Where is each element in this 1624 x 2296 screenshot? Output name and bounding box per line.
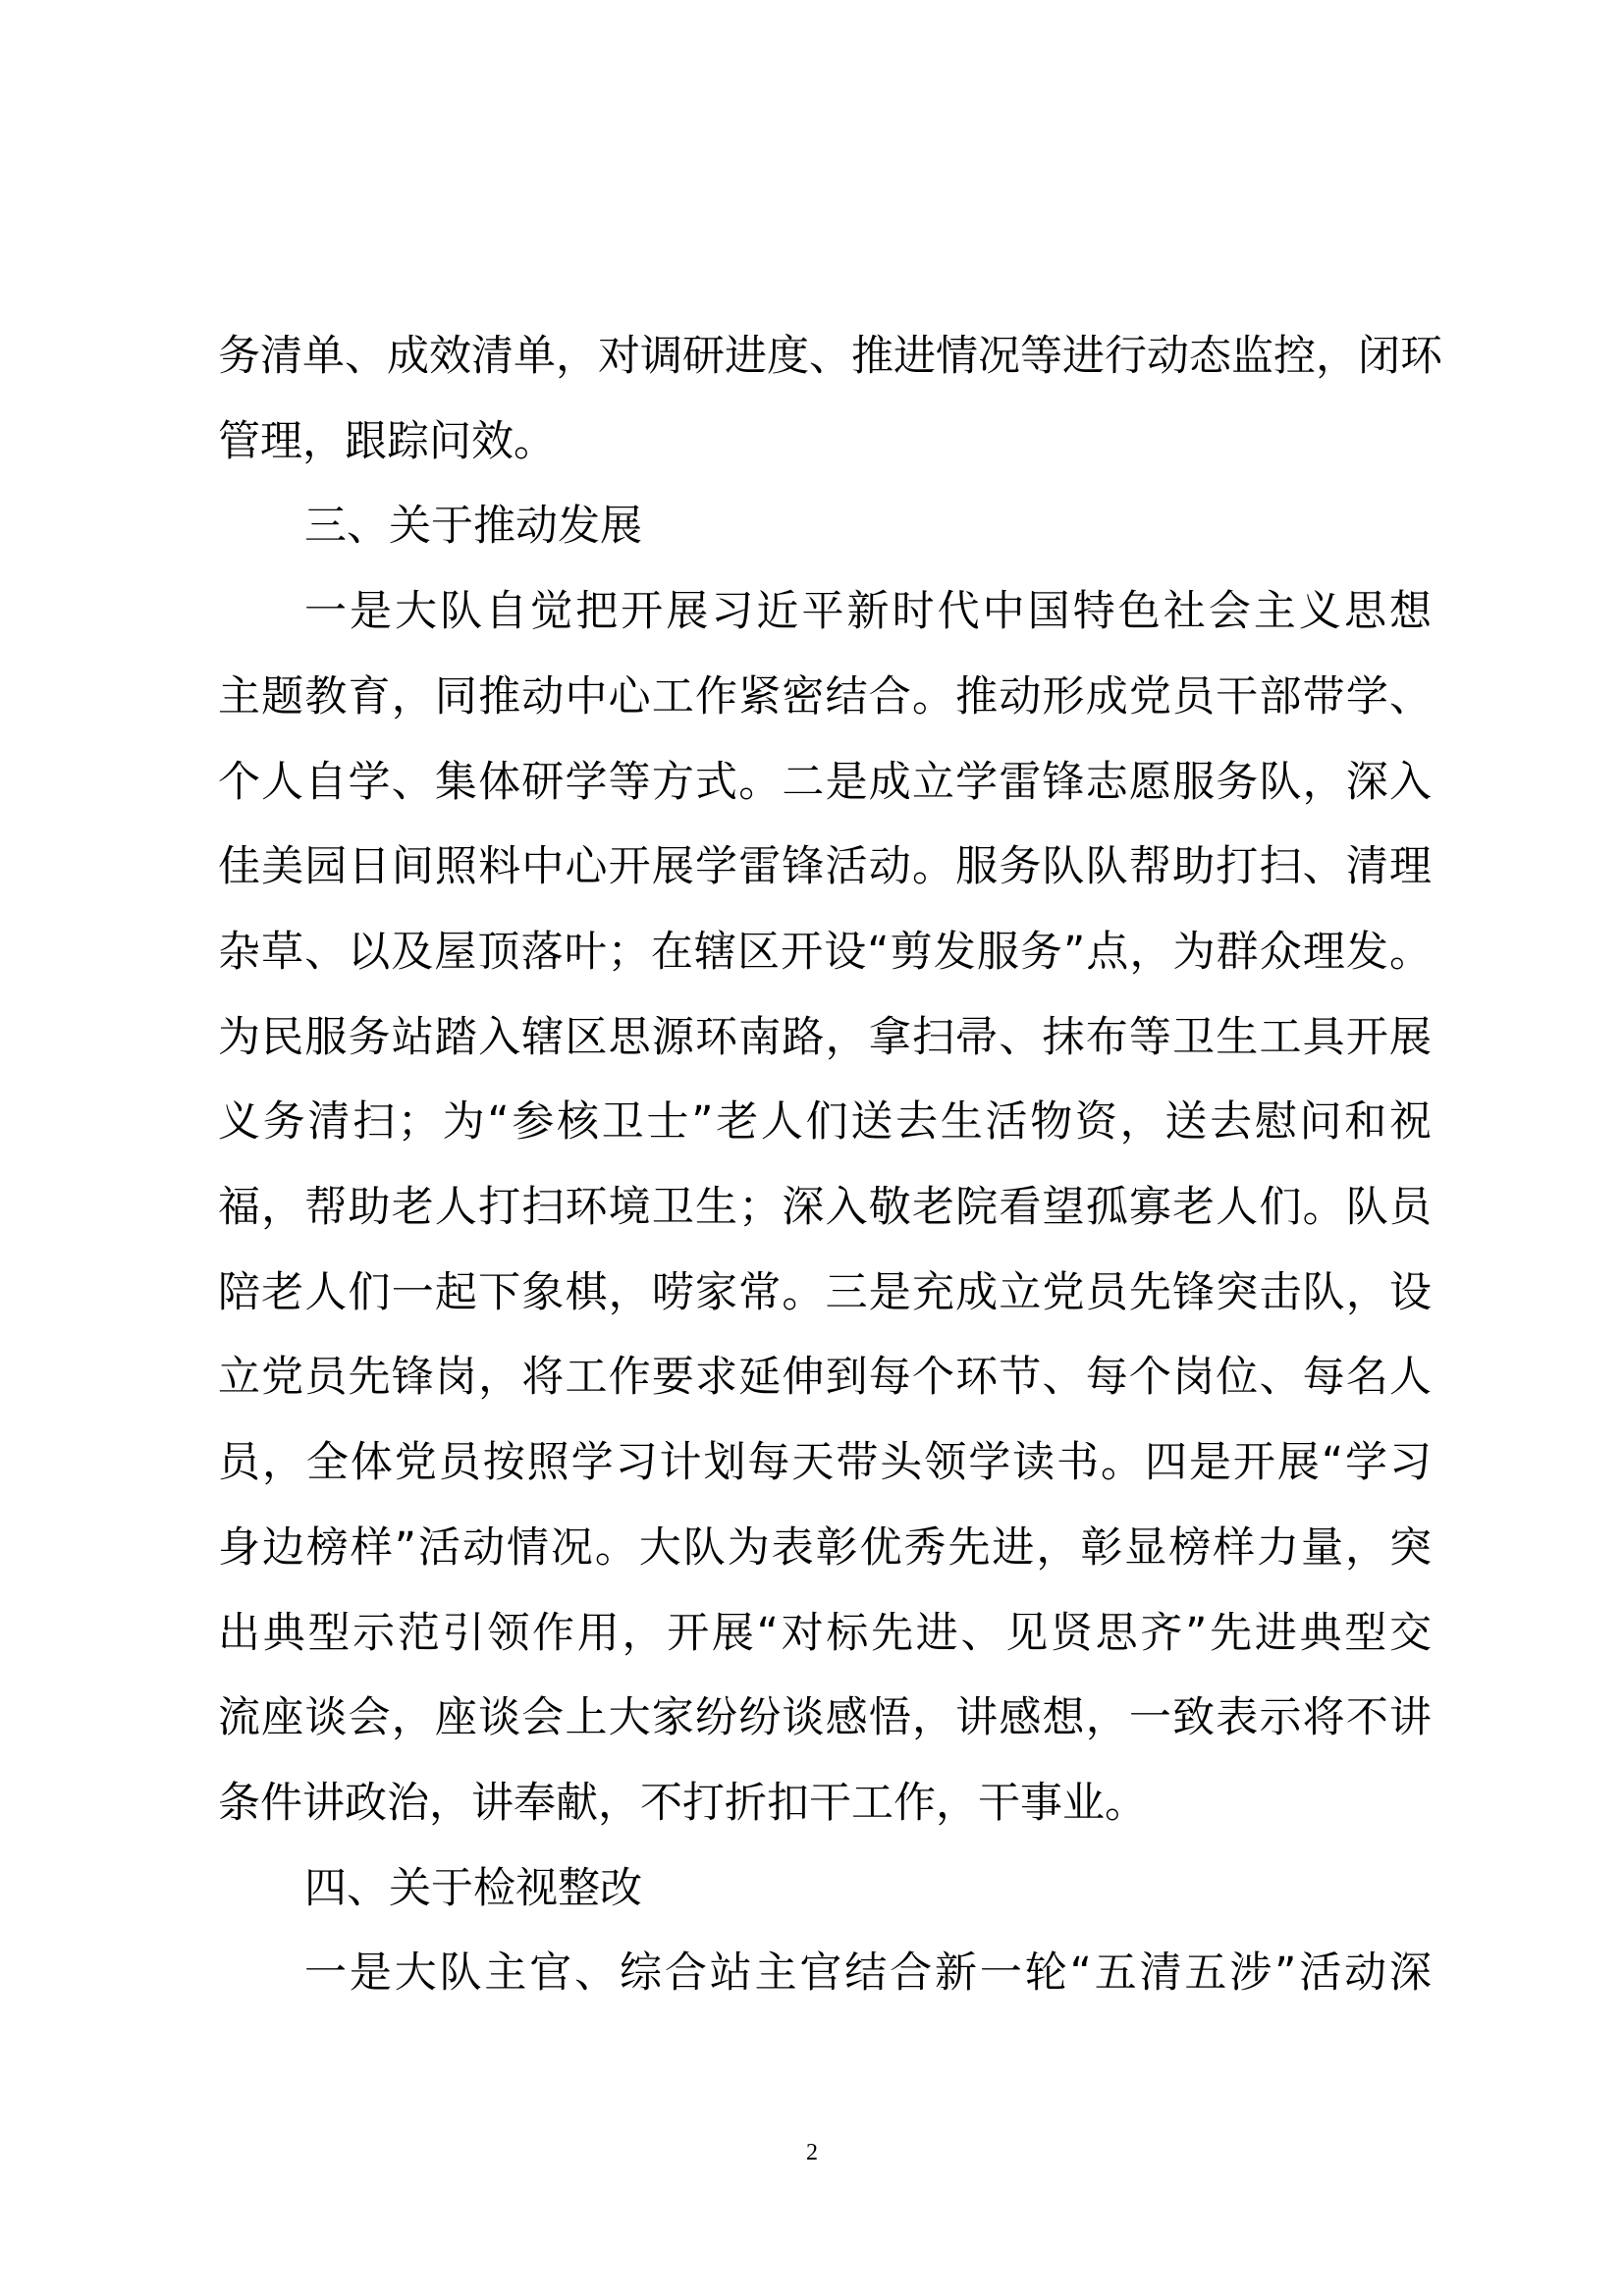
text-line: 为民服务站踏入辖区思源环南路，拿扫帚、抹布等卫生工具开展 [218, 1012, 1432, 1062]
text-line: 佳美园日间照料中心开展学雷锋活动。服务队队帮助打扫、清理 [218, 842, 1432, 892]
text-line: 一是大队自觉把开展习近平新时代中国特色社会主义思想 [304, 587, 1432, 637]
text-line: 义务清扫；为“参核卫士”老人们送去生活物资，送去慰问和祝 [218, 1097, 1432, 1148]
text-line: 出典型示范引领作用，开展“对标先进、见贤思齐”先进典型交 [218, 1608, 1432, 1658]
section-heading-4: 四、关于检视整改 [304, 1863, 642, 1913]
text-line: 立党员先锋岗，将工作要求延伸到每个环节、每个岗位、每名人 [218, 1353, 1432, 1403]
text-line: 员，全体党员按照学习计划每天带头领学读书。四是开展“学习 [218, 1438, 1432, 1488]
text-line: 身边榜样”活动情况。大队为表彰优秀先进，彰显榜样力量，突 [218, 1522, 1432, 1573]
text-line: 一是大队主官、综合站主官结合新一轮“五清五涉”活动深 [304, 1949, 1432, 1999]
text-line: 流座谈会，座谈会上大家纷纷谈感悟，讲感想，一致表示将不讲 [218, 1693, 1432, 1743]
text-line: 杂草、以及屋顶落叶；在辖区开设“剪发服务”点，为群众理发。 [218, 927, 1432, 977]
page-number: 2 [806, 2140, 818, 2165]
text-line: 管理，跟踪问效。 [218, 416, 556, 466]
text-line: 条件讲政治，讲奉献，不打折扣干工作，干事业。 [218, 1778, 1147, 1828]
text-line: 务清单、成效清单，对调研进度、推进情况等进行动态监控，闭环 [218, 332, 1442, 381]
text-line: 主题教育，同推动中心工作紧密结合。推动形成党员干部带学、 [218, 671, 1432, 721]
text-line: 福，帮助老人打扫环境卫生；深入敬老院看望孤寡老人们。队员 [218, 1183, 1432, 1233]
text-line: 个人自学、集体研学等方式。二是成立学雷锋志愿服务队，深入 [218, 757, 1432, 807]
section-heading-3: 三、关于推动发展 [304, 502, 642, 552]
document-body [218, 314, 1442, 2016]
text-line: 陪老人们一起下象棋，唠家常。三是充成立党员先锋突击队，设 [218, 1267, 1432, 1317]
